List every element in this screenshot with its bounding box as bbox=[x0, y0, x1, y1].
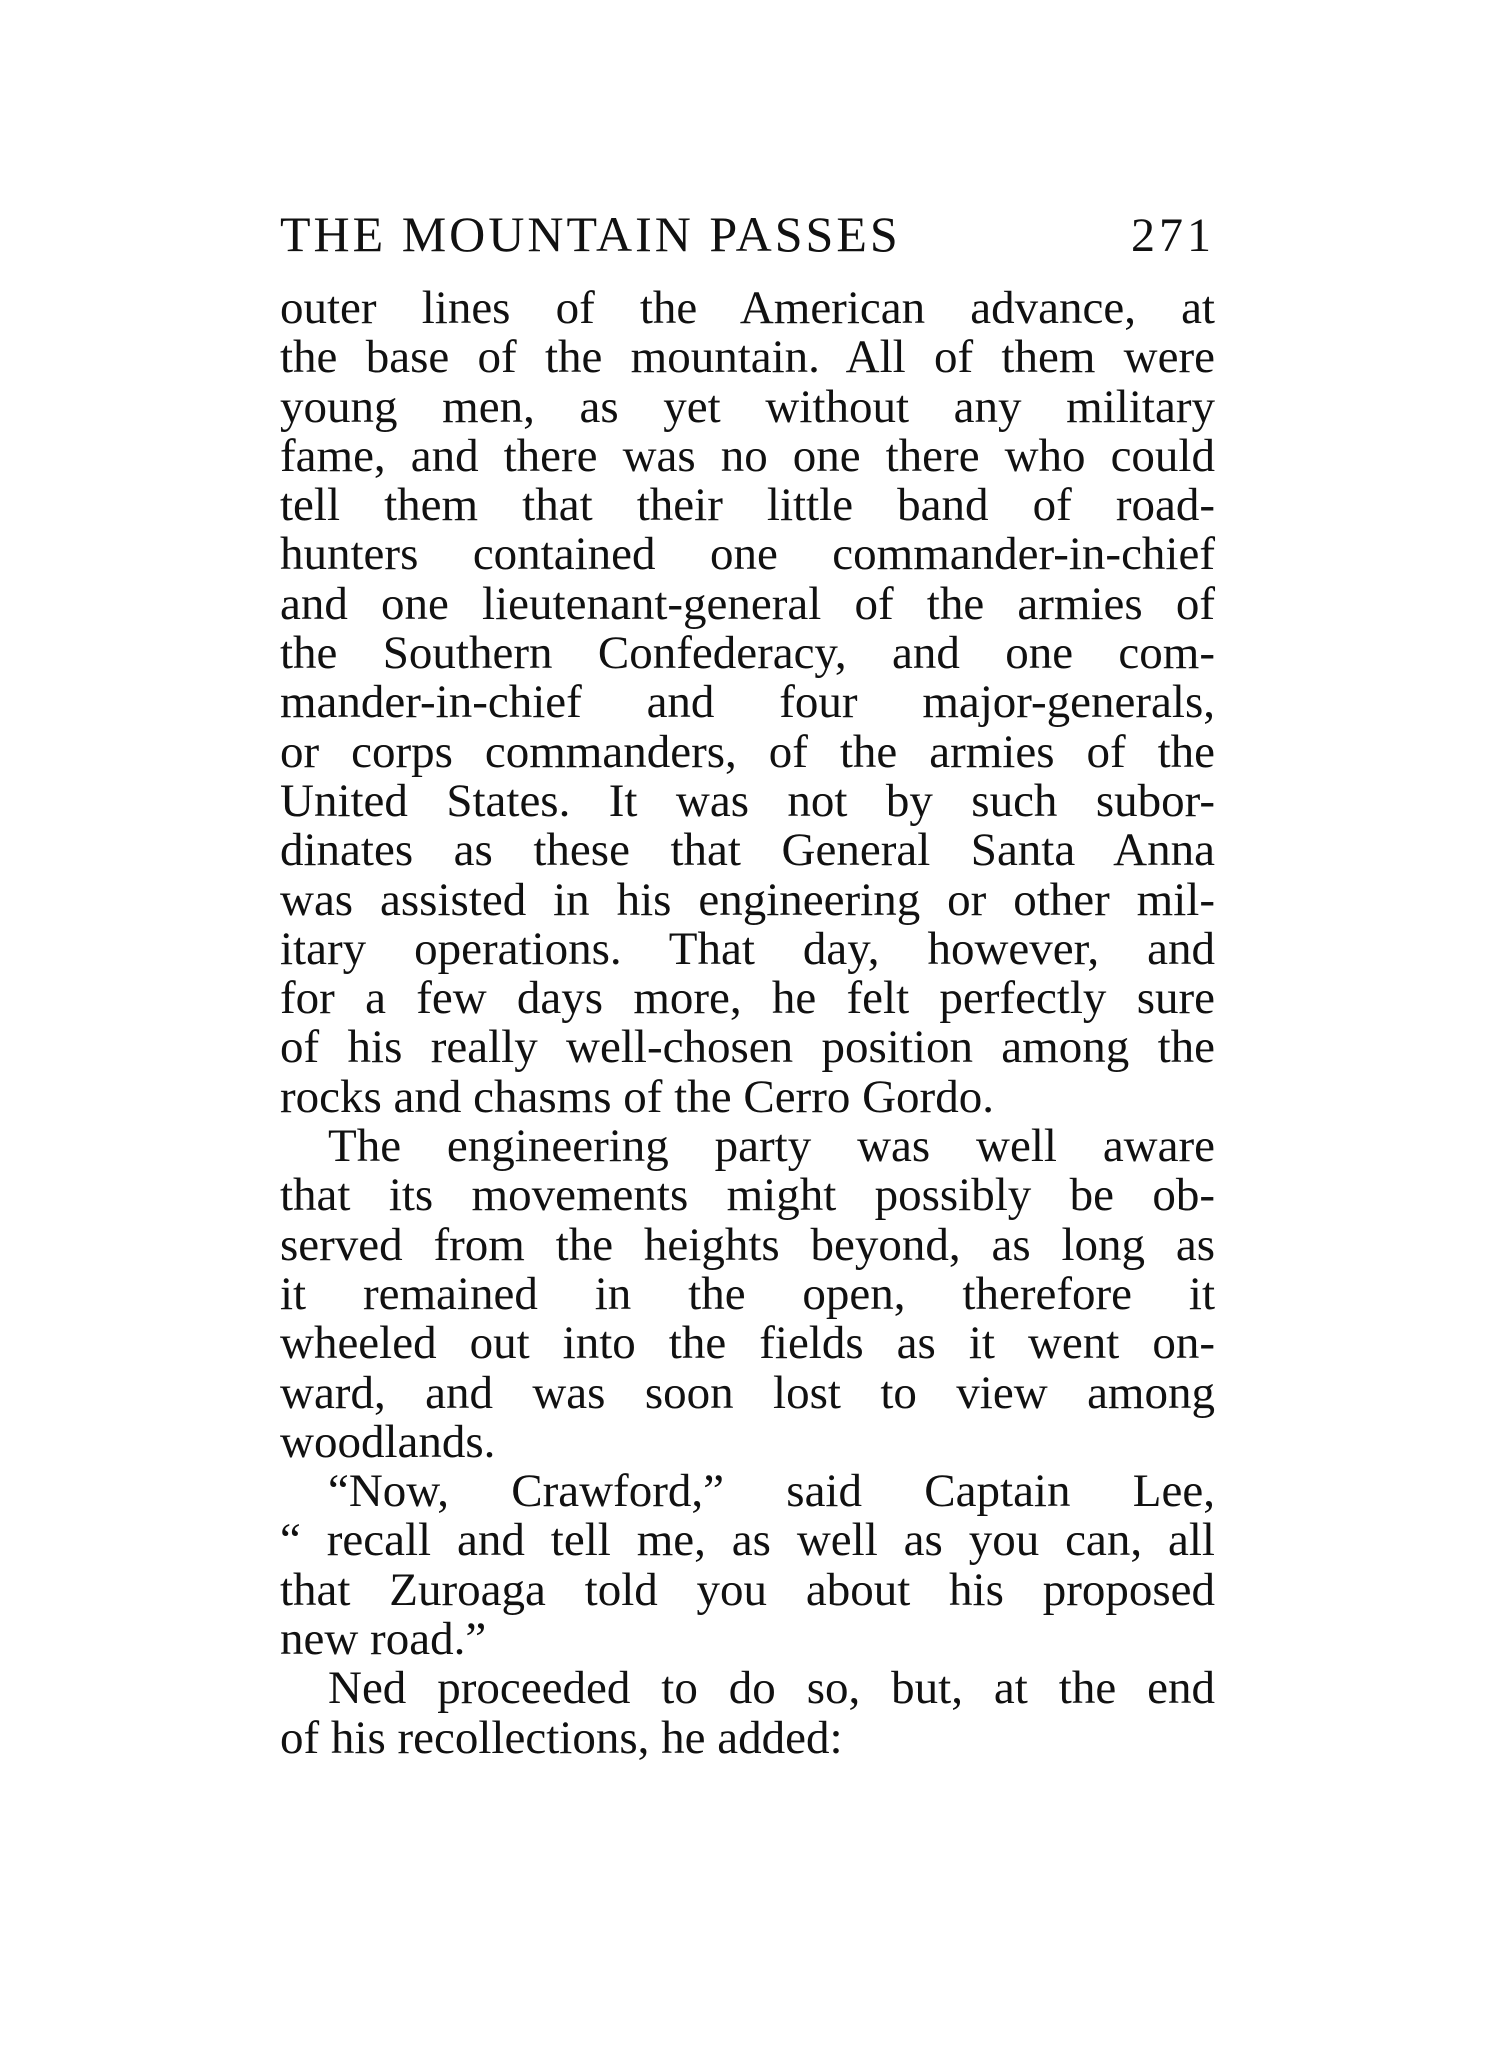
text-line: hunters contained one commander-in-chief bbox=[280, 528, 1215, 581]
text-line: tell them that their little band of road- bbox=[280, 479, 1215, 532]
text-line: Ned proceeded to do so, but, at the end bbox=[328, 1662, 1215, 1715]
paragraph bbox=[280, 1664, 1215, 1763]
paragraph bbox=[280, 1122, 1215, 1467]
text-line: outer lines of the American advance, at bbox=[280, 282, 1215, 334]
running-head bbox=[280, 204, 1215, 266]
body-text bbox=[280, 284, 1215, 1763]
text-line: it remained in the open, therefore it bbox=[280, 1267, 1215, 1320]
page-number: 271 bbox=[1131, 209, 1215, 262]
text-line: ward, and was soon lost to view among bbox=[280, 1366, 1215, 1419]
text-line: mander-in-chief and four major-generals, bbox=[280, 676, 1215, 729]
text-line: or corps commanders, of the armies of the bbox=[280, 725, 1215, 778]
text-line: rocks and chasms of the Cerro Gordo. bbox=[280, 1070, 994, 1123]
text-line: and one lieutenant-general of the armies of bbox=[280, 577, 1215, 630]
text-line: that Zuroaga told you about his proposed bbox=[280, 1563, 1215, 1616]
text-line: served from the heights beyond, as long as bbox=[280, 1218, 1215, 1271]
text-line: dinates as these that General Santa Anna bbox=[280, 824, 1215, 877]
running-title: THE MOUNTAIN PASSES bbox=[280, 206, 901, 262]
text-line: fame, and there was no one there who could bbox=[280, 429, 1215, 482]
text-line: new road.” bbox=[280, 1613, 487, 1666]
paragraph bbox=[280, 1467, 1215, 1664]
text-line: of his really well-chosen position among the bbox=[280, 1021, 1215, 1074]
text-line: of his recollections, he added: bbox=[280, 1711, 843, 1764]
paragraph bbox=[280, 284, 1215, 1122]
text-line: wheeled out into the fields as it went on- bbox=[280, 1317, 1215, 1370]
text-line: United States. It was not by such subor- bbox=[280, 774, 1215, 827]
text-line: young men, as yet without any military bbox=[280, 380, 1215, 433]
text-line: for a few days more, he felt perfectly sure bbox=[280, 972, 1215, 1025]
text-line: that its movements might possibly be ob- bbox=[280, 1169, 1215, 1222]
text-line: the Southern Confederacy, and one com- bbox=[280, 627, 1215, 680]
text-line: The engineering party was well aware bbox=[328, 1120, 1215, 1173]
text-line: itary operations. That day, however, and bbox=[280, 922, 1215, 975]
text-line: “Now, Crawford,” said Captain Lee, bbox=[328, 1465, 1215, 1518]
text-line: was assisted in his engineering or other mil- bbox=[280, 873, 1215, 926]
text-line: the base of the mountain. All of them were bbox=[280, 331, 1215, 384]
text-line: woodlands. bbox=[280, 1415, 496, 1468]
text-line: “ recall and tell me, as well as you can, all bbox=[280, 1514, 1215, 1567]
book-page bbox=[280, 204, 1215, 1763]
